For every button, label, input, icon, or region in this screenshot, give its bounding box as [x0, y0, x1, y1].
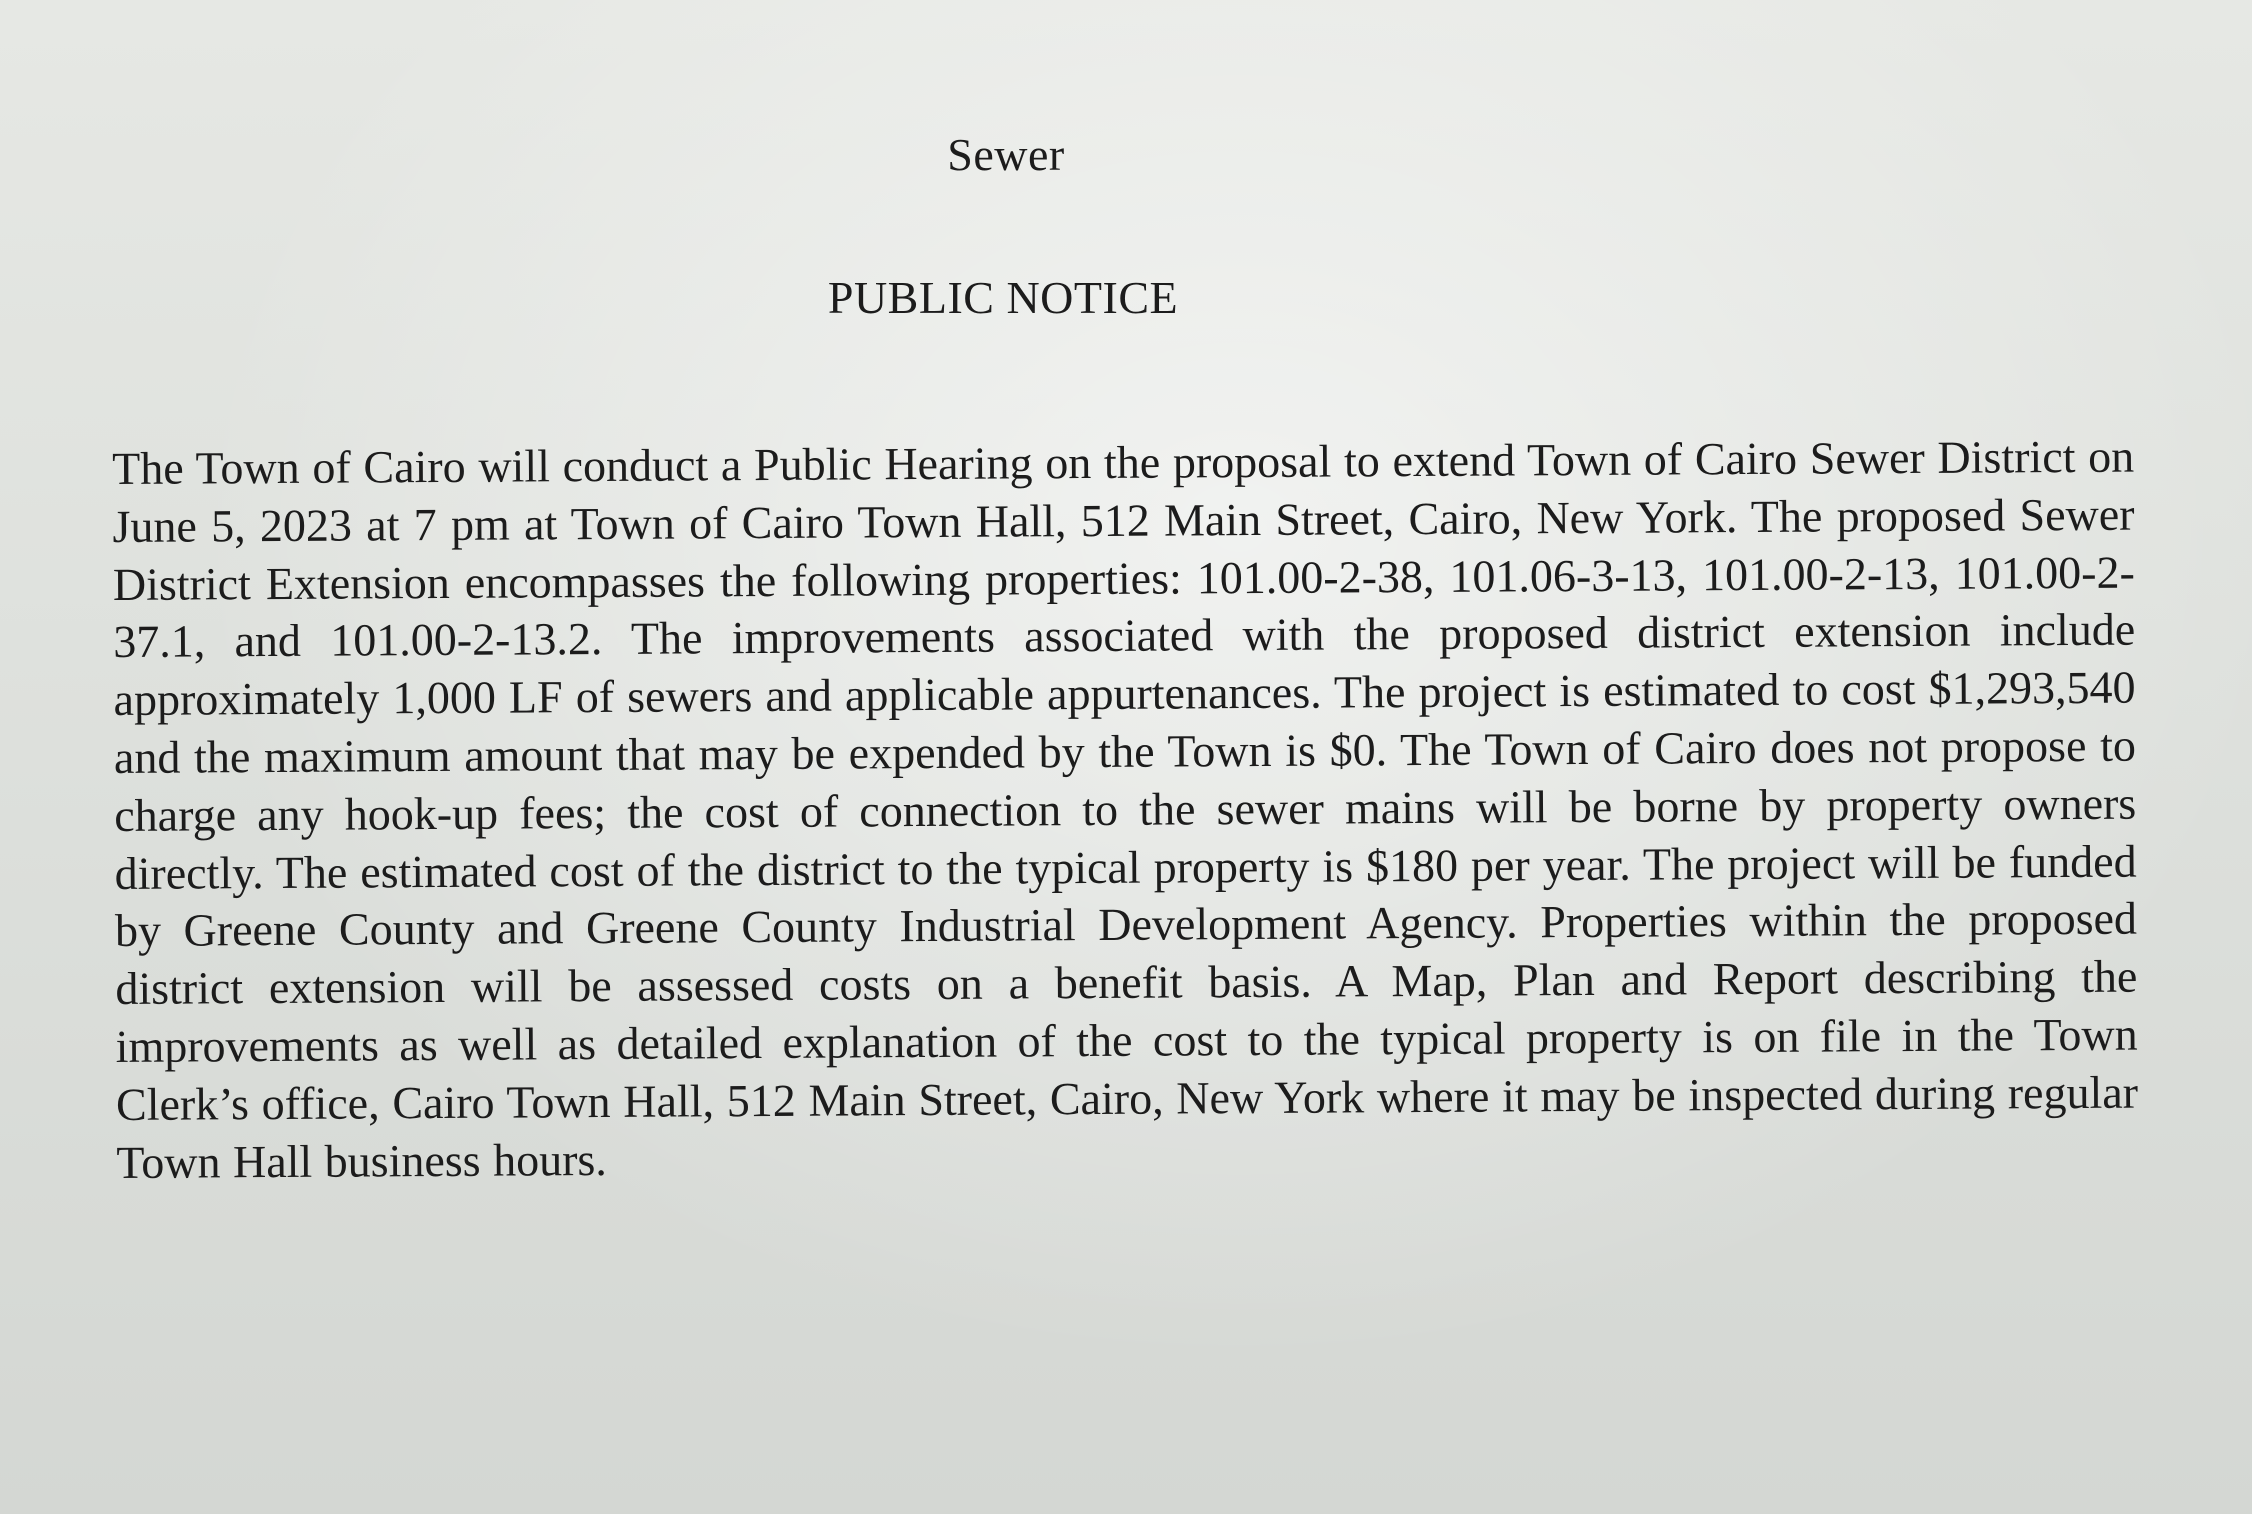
- notice-body-paragraph: The Town of Cairo will conduct a Public Hearing on the proposal to extend Town of Cairo Sewer District on June 5, 2023 at 7 pm at Town of Cairo Town Hall, 512 Main Street, Cairo, New York. The proposed Sewer District Extension encompasses the following properties: 101.00-2-38, 101.06-3-13, 101.00-2-13, 101.00-2-37.1, and 101.00-2-13.2. The improvements associated with the proposed district extension include approximately 1,000 LF of sewers and applicable appurtenances. The project is estimated to cost $1,293,540 and the maximum amount that may be expended by the Town is $0. The Town of Cairo does not propose to charge any hook-up fees; the cost of connection to the sewer mains will be borne by property owners directly. The estimated cost of the district to the typical property is $180 per year. The project will be funded by Greene County and Greene County Industrial Development Agency. Properties within the proposed district extension will be assessed costs on a benefit basis. A Map, Plan and Report describing the improvements as well as detailed explanation of the cost to the typical property is on file in the Town Clerk’s office, Cairo Town Hall, 512 Main Street, Cairo, New York where it may be inspected during regular Town Hall business hours.: [112, 430, 2139, 1188]
- notice-title: PUBLIC NOTICE: [827, 272, 1179, 323]
- section-label: Sewer: [947, 129, 1065, 180]
